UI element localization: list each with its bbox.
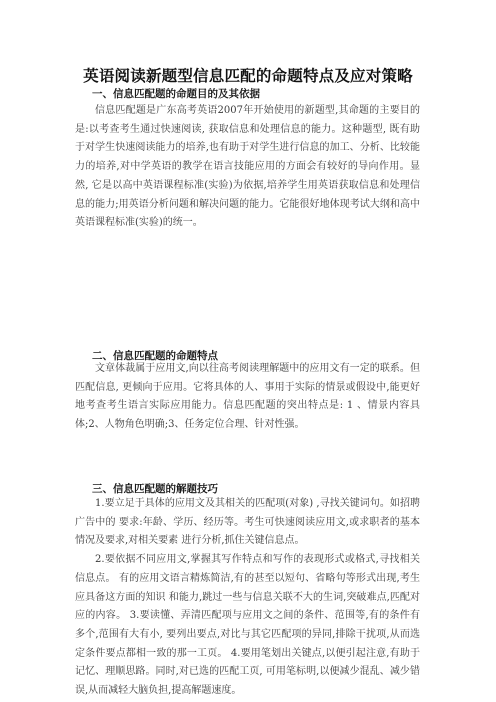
- section-heading-purpose: 一、信息匹配题的命题目的及其依据: [92, 88, 260, 100]
- section-heading-features: 二、信息匹配题的命题特点: [92, 350, 218, 362]
- paragraph: 2.要依据不同应用文,掌握其写作特点和写作的表现形式或格式,寻找相关信息点。 有的应用文语言精炼简洁,有的甚至以短句、省略句等形式出现,考生应具备这方面的知识 和能力,跳过一些与信息关联不大的生词,突破难点,匹配对应的内容。 3.要读懂、弄清匹配项与应用文之间的条件、范围等,有的条件有多个,范围有大有小, 要列出要点,对比与其它匹配项的异同,排除干扰项,从而选定条件要点都相一致的那一工页。 4.要用笔划出关键点,以便引起注意,有助于记忆、理顺思路。同时,对已选的匹配工页, 可用笔标明,以便减少混乱、减少错误,从而减轻大脑负担,提高解题速度。: [75, 554, 420, 697]
- section-heading-techniques: 三、信息匹配题的解题技巧: [92, 483, 218, 495]
- document-title: 英语阅读新题型信息匹配的命题特点及应对策略: [83, 67, 413, 85]
- paragraph: 信息匹配题是广东高考英语2007年开始使用的新题型,其命题的主要目的是:以考查考生通过快速阅读, 获取信息和处理信息的能力。这种题型, 既有助于对学生快速阅读能力的培养,也有助于对学生进行信息的加工、分析、比较能力的培养,对中学英语的教学在语言技能应用的方面会有较好的导向作用。显然, 它是以高中英语课程标准(实验)为依据,培养学生用英语获取信息和处理信息的能力;用英语分析问题和解决问题的能力。它能很好地体现考试大纲和高中英语课程标准(实验)的统一。: [75, 105, 420, 229]
- paragraph: 1.要立足于具体的应用文及其相关的匹配项(对象) ,寻找关键词句。如招聘广告中的 要求:年龄、学历、经历等。考生可快速阅读应用文,或求职者的基本情况及要求,对相关要素 进行分析,抓住关键信息点。: [75, 498, 420, 547]
- section-body-purpose: [75, 102, 420, 233]
- paragraph: 文章体裁属于应用文,向以往高考阅读理解题中的应用文有一定的联系。但匹配信息, 更倾向于应用。它将具体的人、事用于实际的情景或假设中,能更好地考查考生语言实际应用能力。信息匹配题的突出特点是: 1 、情景内容具体;2、人物角色明确;3、任务定位合理、针对性强。: [75, 363, 420, 431]
- section-body-techniques: [75, 495, 420, 701]
- section-body-features: [75, 360, 420, 435]
